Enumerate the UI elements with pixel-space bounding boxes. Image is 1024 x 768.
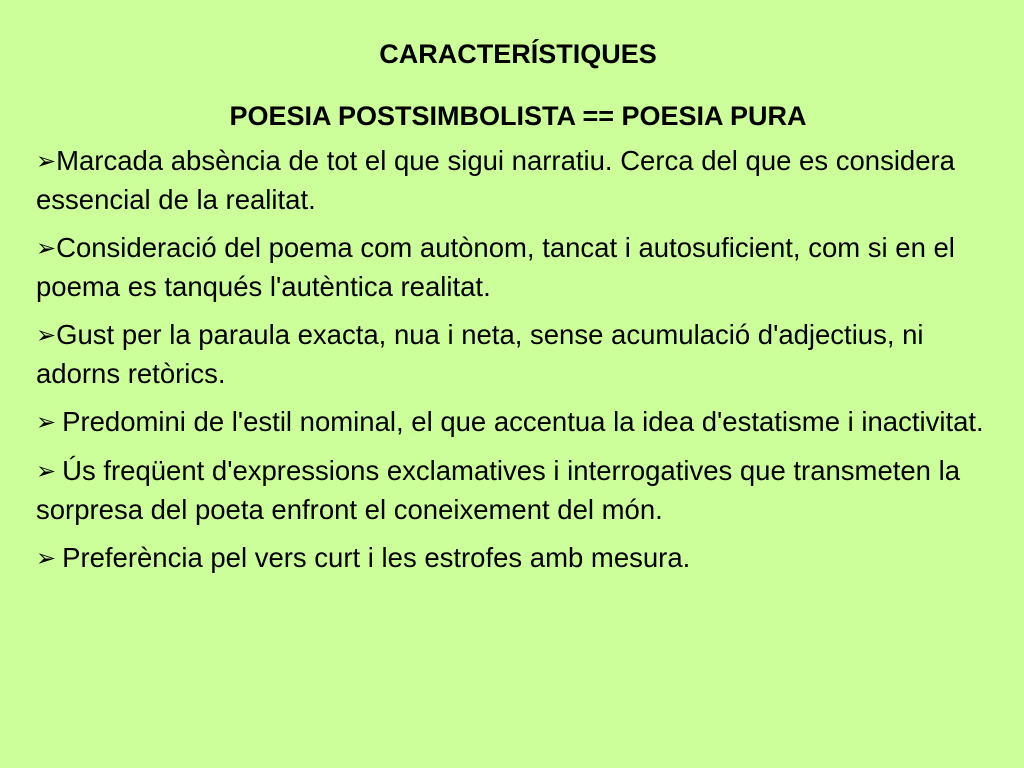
list-item [36,142,1000,219]
arrow-bullet-icon: ➢ [36,409,57,436]
bullet-text: Predomini de l'estil nominal, el que accentua la idea d'estatisme i inactivitat. [62,406,984,437]
list-item [36,229,1000,306]
bullet-text: Consideració del poema com autònom, tancat i autosuficient, com si en el poema es tanqués l'autèntica realitat. [36,232,955,302]
arrow-bullet-icon: ➢ [36,458,57,485]
arrow-bullet-icon: ➢ [36,148,57,175]
bullet-text: Gust per la paraula exacta, nua i neta, sense acumulació d'adjectius, ni adorns retòrics. [36,319,924,389]
bullet-text: Preferència pel vers curt i les estrofes amb mesura. [62,542,691,573]
slide-title: CARACTERÍSTIQUES [379,39,657,69]
bullet-text: Ús freqüent d'expressions exclamatives i interrogatives que transmeten la sorpresa del poeta enfront el coneixement del món. [36,455,961,525]
list-item [36,452,1000,529]
bullet-list [36,142,1000,578]
list-item [36,403,1000,442]
arrow-bullet-icon: ➢ [36,545,57,572]
slide-subtitle: POESIA POSTSIMBOLISTA == POESIA PURA [229,101,807,131]
bullet-text: Marcada absència de tot el que sigui narratiu. Cerca del que es considera essencial de la realitat. [36,145,955,215]
arrow-bullet-icon: ➢ [36,322,57,349]
arrow-bullet-icon: ➢ [36,235,57,262]
list-item [36,316,1000,393]
list-item [36,539,1000,578]
